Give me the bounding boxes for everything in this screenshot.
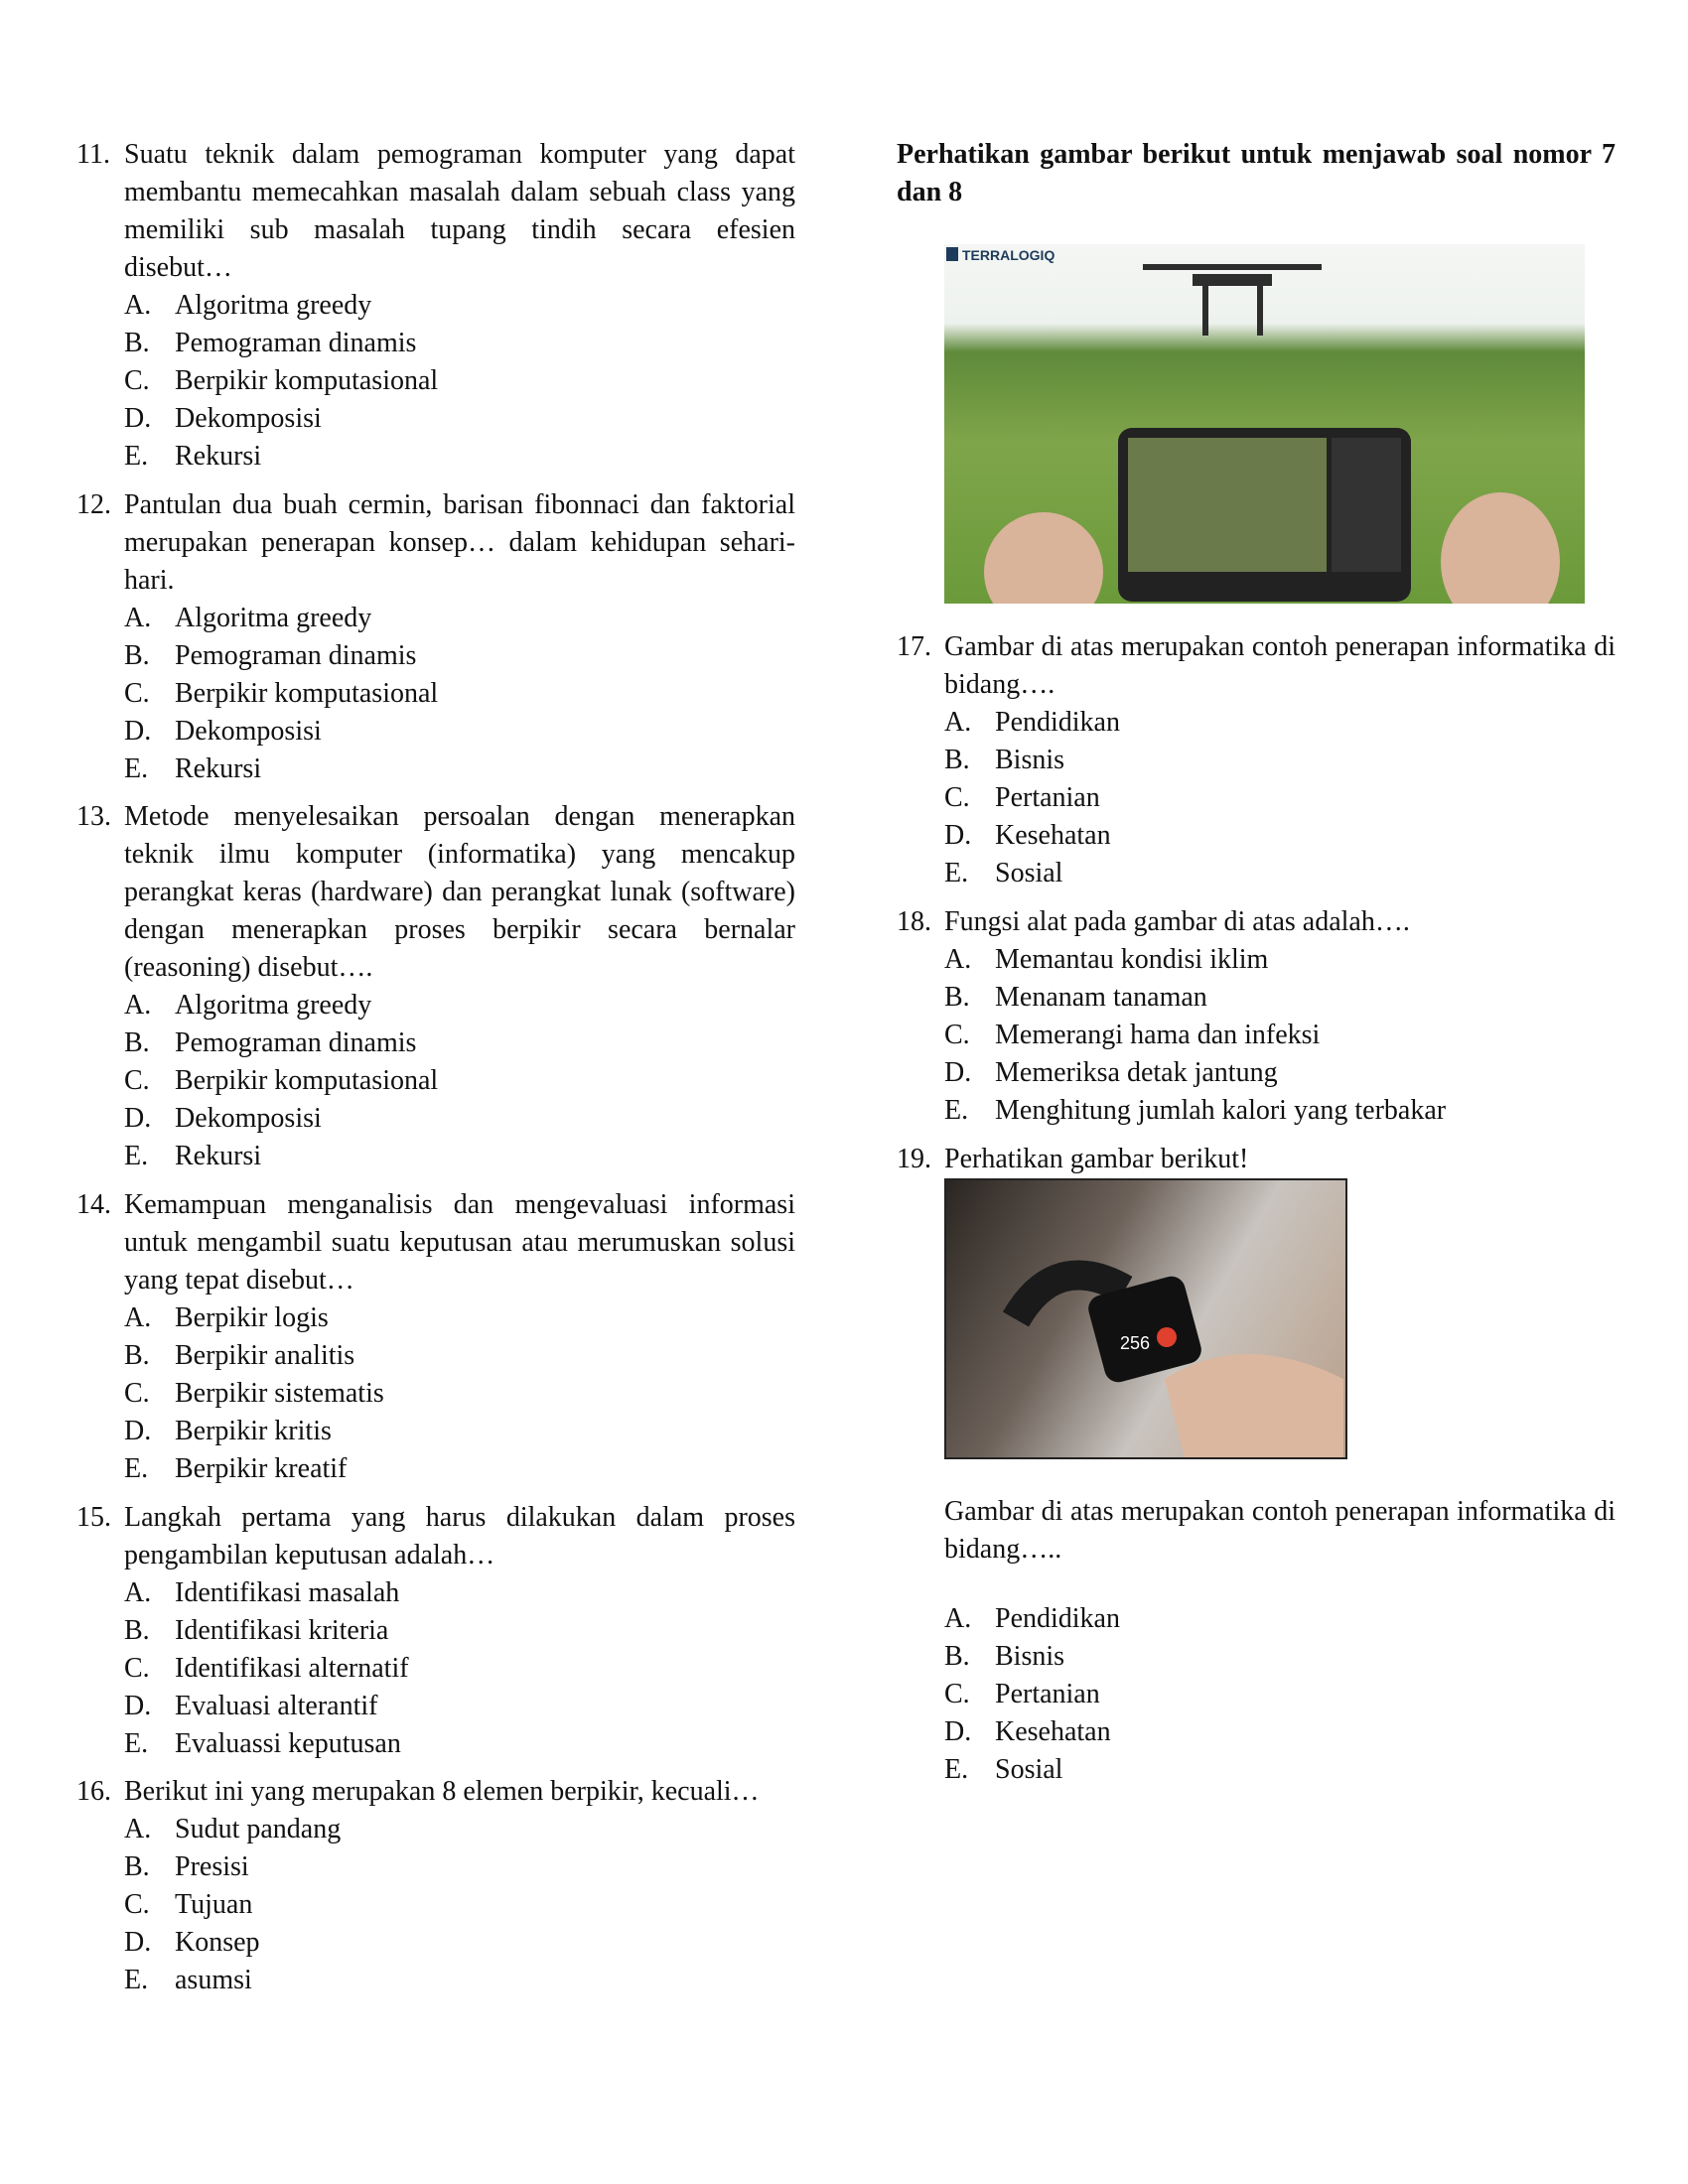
option-letter: E. <box>944 858 969 888</box>
option-text: Memantau kondisi iklim <box>995 944 1269 975</box>
option-letter: E. <box>124 1141 149 1171</box>
option-letter: D. <box>124 403 152 434</box>
option-text: Rekursi <box>175 441 262 472</box>
option-text: Bisnis <box>995 1641 1065 1672</box>
option-text: Algoritma greedy <box>175 290 372 321</box>
question-11 <box>76 136 795 476</box>
q19-followup-text: Gambar di atas merupakan contoh penerapan informatika di bidang….. <box>944 1496 1616 1565</box>
image-instruction: Perhatikan gambar berikut untuk menjawab soal nomor 7 dan 8 <box>897 139 1616 207</box>
option-text: Pertanian <box>995 782 1100 813</box>
answer-option[interactable] <box>944 1751 1616 1789</box>
option-letter: D. <box>124 716 152 747</box>
option-letter: B. <box>124 328 150 358</box>
question-number: 15. <box>76 1502 111 1533</box>
answer-option[interactable] <box>124 1413 795 1450</box>
answer-option[interactable] <box>124 987 795 1024</box>
option-letter: B. <box>944 982 970 1013</box>
option-text: Berpikir logis <box>175 1302 329 1333</box>
option-text: Rekursi <box>175 753 262 784</box>
q19-options <box>944 1600 1616 1789</box>
option-text: Kesehatan <box>995 1716 1111 1747</box>
option-text: Rekursi <box>175 1141 262 1171</box>
answer-option[interactable] <box>124 637 795 675</box>
option-letter: E. <box>124 441 149 472</box>
question-18 <box>897 903 1616 1130</box>
answer-option[interactable] <box>124 1062 795 1100</box>
answer-option[interactable] <box>124 1138 795 1175</box>
answer-option[interactable] <box>124 1688 795 1725</box>
option-text: Berpikir kreatif <box>175 1453 348 1484</box>
question-number: 17. <box>897 631 931 662</box>
option-text: Konsep <box>175 1927 260 1958</box>
answer-option[interactable] <box>124 1612 795 1650</box>
question-14 <box>76 1186 795 1488</box>
option-letter: D. <box>124 1691 152 1721</box>
answer-option[interactable] <box>124 1650 795 1688</box>
option-text: Bisnis <box>995 745 1065 775</box>
option-text: Pemograman dinamis <box>175 1027 417 1058</box>
option-letter: A. <box>124 603 152 633</box>
option-text: Memeriksa detak jantung <box>995 1057 1278 1088</box>
question-number: 14. <box>76 1189 111 1220</box>
option-text: Presisi <box>175 1851 249 1882</box>
question-number: 18. <box>897 906 931 937</box>
option-text: Pendidikan <box>995 707 1120 738</box>
answer-option[interactable] <box>124 675 795 713</box>
answer-option[interactable] <box>944 1676 1616 1713</box>
option-letter: C. <box>124 1653 150 1684</box>
option-text: Menghitung jumlah kalori yang terbakar <box>995 1095 1447 1126</box>
question-12 <box>76 486 795 788</box>
option-text: Berpikir kritis <box>175 1416 332 1446</box>
question-16 <box>76 1773 795 1999</box>
option-letter: D. <box>124 1103 152 1134</box>
option-letter: D. <box>944 1716 972 1747</box>
option-letter: D. <box>944 1057 972 1088</box>
option-letter: B. <box>124 640 150 671</box>
option-text: Berpikir komputasional <box>175 1065 439 1096</box>
option-letter: B. <box>124 1340 150 1371</box>
option-letter: A. <box>944 1603 972 1634</box>
answer-option[interactable] <box>124 438 795 476</box>
answer-option[interactable] <box>124 1848 795 1886</box>
option-text: Berpikir komputasional <box>175 678 439 709</box>
option-letter: E. <box>944 1095 969 1126</box>
option-letter: A. <box>944 944 972 975</box>
question-text: Kemampuan menganalisis dan mengevaluasi informasi untuk mengambil suatu keputusan atau merumuskan solusi yang tepat disebut… <box>124 1189 795 1296</box>
answer-option[interactable] <box>124 713 795 751</box>
answer-option[interactable] <box>124 287 795 325</box>
question-text: Berikut ini yang merupakan 8 elemen berpikir, kecuali… <box>124 1776 760 1807</box>
question-13 <box>76 798 795 1175</box>
question-text: Fungsi alat pada gambar di atas adalah…. <box>944 906 1410 937</box>
answer-option[interactable] <box>944 742 1616 779</box>
option-letter: D. <box>124 1927 152 1958</box>
option-letter: C. <box>124 1065 150 1096</box>
option-text: asumsi <box>175 1965 252 1995</box>
question-text: Pantulan dua buah cermin, barisan fibonnaci dan faktorial merupakan penerapan konsep… dalam kehidupan sehari-hari. <box>124 489 795 596</box>
option-letter: A. <box>944 707 972 738</box>
option-letter: E. <box>124 753 149 784</box>
option-letter: E. <box>944 1754 969 1785</box>
option-text: Evaluasi alterantif <box>175 1691 378 1721</box>
option-text: Pemograman dinamis <box>175 640 417 671</box>
answer-option[interactable] <box>944 1713 1616 1751</box>
answer-option[interactable] <box>124 1375 795 1413</box>
answer-option[interactable] <box>944 1054 1616 1092</box>
question-text: Gambar di atas merupakan contoh penerapan informatika di bidang…. <box>944 631 1616 700</box>
option-text: Dekomposisi <box>175 1103 322 1134</box>
answer-option[interactable] <box>124 1299 795 1337</box>
option-text: Dekomposisi <box>175 403 322 434</box>
option-text: Evaluassi keputusan <box>175 1728 401 1759</box>
question-text: Metode menyelesaikan persoalan dengan menerapkan teknik ilmu komputer (informatika) yang mencakup perangkat keras (hardware) dan perangkat lunak (software) dengan menerapkan proses berpikir secara bernalar (reasoning) disebut…. <box>124 801 795 983</box>
option-text: Identifikasi masalah <box>175 1577 400 1608</box>
option-text: Pendidikan <box>995 1603 1120 1634</box>
option-text: Pertanian <box>995 1679 1100 1709</box>
answer-option[interactable] <box>944 1600 1616 1638</box>
agriculture-drone-image <box>944 244 1585 604</box>
option-letter: C. <box>124 1378 150 1409</box>
option-letter: E. <box>124 1453 149 1484</box>
answer-option[interactable] <box>124 751 795 788</box>
option-text: Dekomposisi <box>175 716 322 747</box>
answer-option[interactable] <box>944 817 1616 855</box>
answer-option[interactable] <box>944 779 1616 817</box>
answer-option[interactable] <box>944 1017 1616 1054</box>
heart-rate-reading: 256 <box>1120 1333 1151 1353</box>
option-letter: C. <box>124 365 150 396</box>
answer-option[interactable] <box>124 362 795 400</box>
answer-option[interactable] <box>124 400 795 438</box>
answer-option[interactable] <box>944 941 1616 979</box>
answer-option[interactable] <box>124 1725 795 1763</box>
option-text: Identifikasi alternatif <box>175 1653 409 1684</box>
question-number: 12. <box>76 489 111 520</box>
option-letter: B. <box>944 1641 970 1672</box>
option-letter: D. <box>124 1416 152 1446</box>
option-letter: C. <box>944 782 970 813</box>
option-text: Berpikir analitis <box>175 1340 355 1371</box>
option-text: Pemograman dinamis <box>175 328 417 358</box>
option-letter: A. <box>124 990 152 1021</box>
answer-option[interactable] <box>944 1092 1616 1130</box>
answer-option[interactable] <box>124 1450 795 1488</box>
question-number: 16. <box>76 1776 111 1807</box>
option-letter: A. <box>124 1302 152 1333</box>
question-15 <box>76 1499 795 1763</box>
option-letter: B. <box>124 1027 150 1058</box>
option-text: Identifikasi kriteria <box>175 1615 389 1646</box>
answer-option[interactable] <box>124 1024 795 1062</box>
question-text: Suatu teknik dalam pemograman komputer yang dapat membantu memecahkan masalah dalam sebuah class yang memiliki sub masalah tupang tindih secara efesien disebut… <box>124 139 795 283</box>
question-17 <box>897 628 1616 892</box>
option-letter: D. <box>944 820 972 851</box>
answer-option[interactable] <box>944 855 1616 892</box>
answer-option[interactable] <box>944 704 1616 742</box>
question-text: Langkah pertama yang harus dilakukan dalam proses pengambilan keputusan adalah… <box>124 1502 795 1570</box>
option-text: Kesehatan <box>995 820 1111 851</box>
option-text: Sudut pandang <box>175 1814 342 1844</box>
option-letter: C. <box>124 1889 150 1920</box>
option-text: Algoritma greedy <box>175 603 372 633</box>
option-text: Memerangi hama dan infeksi <box>995 1020 1321 1050</box>
question-number: 13. <box>76 801 111 832</box>
option-letter: E. <box>124 1965 149 1995</box>
option-text: Berpikir komputasional <box>175 365 439 396</box>
option-letter: A. <box>124 290 152 321</box>
option-text: Tujuan <box>175 1889 253 1920</box>
option-letter: B. <box>124 1851 150 1882</box>
option-text: Algoritma greedy <box>175 990 372 1021</box>
question-number: 11. <box>76 139 110 170</box>
question-text: Perhatikan gambar berikut! <box>944 1144 1249 1174</box>
option-text: Berpikir sistematis <box>175 1378 384 1409</box>
option-letter: C. <box>124 678 150 709</box>
option-letter: C. <box>944 1020 970 1050</box>
option-letter: A. <box>124 1814 152 1844</box>
option-letter: B. <box>124 1615 150 1646</box>
answer-option[interactable] <box>124 1924 795 1962</box>
option-letter: C. <box>944 1679 970 1709</box>
answer-option[interactable] <box>124 1811 795 1848</box>
answer-option[interactable] <box>124 1337 795 1375</box>
answer-option[interactable] <box>124 1100 795 1138</box>
option-text: Sosial <box>995 1754 1063 1785</box>
option-text: Sosial <box>995 858 1063 888</box>
answer-option[interactable] <box>124 1886 795 1924</box>
answer-option[interactable] <box>124 1574 795 1612</box>
option-letter: B. <box>944 745 970 775</box>
terralogiq-logo: TERRALOGIQ <box>962 247 1055 263</box>
answer-option[interactable] <box>124 1962 795 1999</box>
option-letter: A. <box>124 1577 152 1608</box>
smartwatch-heart-rate-image <box>944 1178 1347 1459</box>
answer-option[interactable] <box>944 1638 1616 1676</box>
answer-option[interactable] <box>124 325 795 362</box>
question-number: 19. <box>897 1144 931 1174</box>
answer-option[interactable] <box>944 979 1616 1017</box>
option-text: Menanam tanaman <box>995 982 1207 1013</box>
answer-option[interactable] <box>124 600 795 637</box>
option-letter: E. <box>124 1728 149 1759</box>
question-19 <box>897 1141 1616 1178</box>
